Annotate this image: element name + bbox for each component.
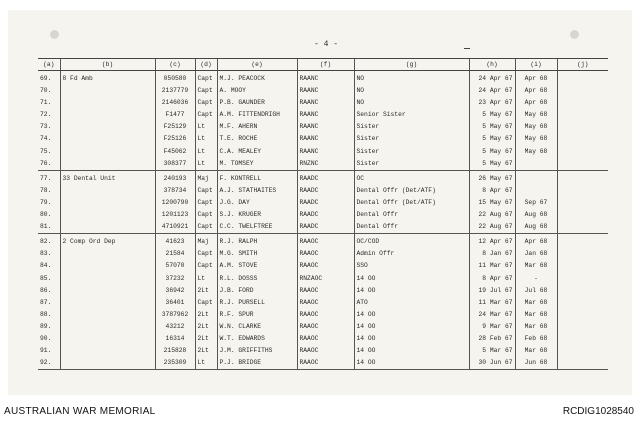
departure-cell: Mar 68 xyxy=(515,321,557,333)
arrival-date-cell: 15 May 67 xyxy=(469,197,515,209)
unit-cell xyxy=(60,85,155,97)
arrival-date-cell: 9 Mar 67 xyxy=(469,321,515,333)
serial-cell: 89. xyxy=(40,322,52,330)
appointment-cell: Senior Sister xyxy=(354,109,469,121)
serial-cell: 85. xyxy=(40,274,52,282)
table-row xyxy=(38,109,608,121)
departure-cell: Feb 68 xyxy=(515,333,557,345)
serial-cell: 83. xyxy=(40,250,52,258)
corps-cell: RAAOC xyxy=(297,357,354,370)
punch-hole-icon xyxy=(50,30,59,39)
arrival-date-cell: 12 Apr 67 xyxy=(469,234,515,249)
margin-mark xyxy=(464,48,470,49)
unit-cell xyxy=(60,273,155,285)
serial-cell: 77. xyxy=(40,174,52,182)
table-row xyxy=(38,285,608,297)
name-cell: M. TOMSEY xyxy=(217,158,297,171)
rank-cell: Capt xyxy=(195,248,217,260)
remarks-cell xyxy=(557,146,608,158)
remarks-cell xyxy=(557,248,608,260)
departure-cell: Mar 68 xyxy=(515,309,557,321)
corps-cell: RNZNC xyxy=(297,158,354,171)
unit-cell xyxy=(60,185,155,197)
table-row xyxy=(38,158,608,171)
appointment-cell: Sister xyxy=(354,146,469,158)
table-row xyxy=(38,185,608,197)
name-cell: R.J. RALPH xyxy=(217,234,297,249)
serial-cell: 70. xyxy=(40,87,52,95)
corps-cell: RAADC xyxy=(297,185,354,197)
number-cell: 308377 xyxy=(155,158,195,171)
corps-cell: RAAOC xyxy=(297,234,354,249)
rank-cell: Lt xyxy=(195,121,217,133)
remarks-cell xyxy=(557,333,608,345)
serial-cell: 75. xyxy=(40,147,52,155)
appointment-cell: Dental Offr xyxy=(354,221,469,234)
number-cell: 36401 xyxy=(155,297,195,309)
corps-cell: RAANC xyxy=(297,133,354,145)
corps-cell: RAAOC xyxy=(297,248,354,260)
column-header: (f) xyxy=(297,59,354,71)
remarks-cell xyxy=(557,97,608,109)
departure-cell xyxy=(515,158,557,171)
corps-cell: RAAOC xyxy=(297,321,354,333)
rank-cell: Capt xyxy=(195,85,217,97)
table-row xyxy=(38,234,608,249)
corps-cell: RAAOC xyxy=(297,260,354,272)
departure-cell: May 68 xyxy=(515,121,557,133)
arrival-date-cell: 5 May 67 xyxy=(469,133,515,145)
number-cell: 16314 xyxy=(155,333,195,345)
remarks-cell xyxy=(557,133,608,145)
remarks-cell xyxy=(557,234,608,249)
name-cell: P.J. BRIDGE xyxy=(217,357,297,370)
remarks-cell xyxy=(557,197,608,209)
remarks-cell xyxy=(557,85,608,97)
table-row xyxy=(38,71,608,86)
rank-cell: 2Lt xyxy=(195,321,217,333)
remarks-cell xyxy=(557,345,608,357)
unit-cell xyxy=(60,209,155,221)
name-cell: M.J. PEACOCK xyxy=(217,71,297,86)
column-header: (e) xyxy=(217,59,297,71)
name-cell: R.L. DOSSS xyxy=(217,273,297,285)
number-cell: 215828 xyxy=(155,345,195,357)
column-header: (j) xyxy=(557,59,608,71)
serial-cell: 79. xyxy=(40,198,52,206)
number-cell: 57070 xyxy=(155,260,195,272)
serial-cell: 81. xyxy=(38,221,60,234)
remarks-cell xyxy=(557,321,608,333)
corps-cell: RAADC xyxy=(297,221,354,234)
rank-cell: Capt xyxy=(195,260,217,272)
appointment-cell: Sister xyxy=(354,158,469,171)
table-row xyxy=(38,273,608,285)
serial-cell: 71. xyxy=(40,99,52,107)
table-row xyxy=(38,97,608,109)
rank-cell: Maj xyxy=(195,234,217,249)
name-cell: T.E. ROCHE xyxy=(217,133,297,145)
table-row xyxy=(38,321,608,333)
name-cell: J.B. FORD xyxy=(217,285,297,297)
header-row xyxy=(38,59,608,71)
departure-cell: Jun 68 xyxy=(515,357,557,370)
arrival-date-cell: 30 Jun 67 xyxy=(469,357,515,370)
serial-cell: 82. xyxy=(40,238,52,246)
remarks-cell xyxy=(557,121,608,133)
serial-cell: 90. xyxy=(40,334,52,342)
arrival-date-cell: 22 Aug 67 xyxy=(469,221,515,234)
departure-cell: May 68 xyxy=(515,146,557,158)
column-header: (i) xyxy=(515,59,557,71)
rank-cell: Capt xyxy=(195,197,217,209)
arrival-date-cell: 5 May 67 xyxy=(469,146,515,158)
number-cell: 21584 xyxy=(155,248,195,260)
name-cell: R.J. PURSELL xyxy=(217,297,297,309)
serial-cell: 88. xyxy=(40,310,52,318)
departure-cell: Mar 68 xyxy=(515,345,557,357)
name-cell: J.M. GRIFFITHS xyxy=(217,345,297,357)
arrival-date-cell: 22 Aug 67 xyxy=(469,209,515,221)
appointment-cell: Dental Offr xyxy=(354,209,469,221)
unit-cell xyxy=(60,285,155,297)
table-row xyxy=(38,260,608,272)
serial-cell: 76. xyxy=(38,158,60,171)
name-cell: A.J. STATHAITES xyxy=(217,185,297,197)
name-cell: M.G. SMITH xyxy=(217,248,297,260)
unit-cell xyxy=(60,121,155,133)
remarks-cell xyxy=(557,309,608,321)
rank-cell: Lt xyxy=(195,146,217,158)
number-cell: 1200790 xyxy=(155,197,195,209)
corps-cell: RAADC xyxy=(297,170,354,185)
number-cell: F1477 xyxy=(155,109,195,121)
number-cell: 240193 xyxy=(155,170,195,185)
appointment-cell: ATO xyxy=(354,297,469,309)
table-row xyxy=(38,85,608,97)
appointment-cell: NO xyxy=(354,71,469,86)
unit-cell xyxy=(60,197,155,209)
unit-cell xyxy=(60,158,155,171)
column-header: (c) xyxy=(155,59,195,71)
table-row xyxy=(38,197,608,209)
rank-cell: Capt xyxy=(195,71,217,86)
name-cell: R.F. SPUR xyxy=(217,309,297,321)
appointment-cell: Dental Offr (Det/ATF) xyxy=(354,197,469,209)
serial-cell: 86. xyxy=(40,286,52,294)
remarks-cell xyxy=(557,221,608,234)
table-row xyxy=(38,170,608,185)
name-cell: M.F. AHERN xyxy=(217,121,297,133)
page-number: - 4 - xyxy=(314,40,339,49)
number-cell: 41623 xyxy=(155,234,195,249)
name-cell: P.B. GAUNDER xyxy=(217,97,297,109)
arrival-date-cell: 24 Apr 67 xyxy=(469,71,515,86)
departure-cell: Aug 68 xyxy=(515,221,557,234)
unit-cell: 2 Comp Ord Dep xyxy=(60,234,155,249)
column-header: (b) xyxy=(60,59,155,71)
column-header: (g) xyxy=(354,59,469,71)
arrival-date-cell: 24 Mar 67 xyxy=(469,309,515,321)
number-cell: F25126 xyxy=(155,133,195,145)
table-body xyxy=(38,71,608,370)
rank-cell: Lt xyxy=(195,273,217,285)
number-cell: 235309 xyxy=(155,357,195,370)
remarks-cell xyxy=(557,297,608,309)
appointment-cell: 14 OO xyxy=(354,285,469,297)
serial-cell: 73. xyxy=(40,123,52,131)
remarks-cell xyxy=(557,158,608,171)
corps-cell: RAAOC xyxy=(297,297,354,309)
rank-cell: 2Lt xyxy=(195,333,217,345)
remarks-cell xyxy=(557,260,608,272)
unit-cell xyxy=(60,260,155,272)
name-cell: W.T. EDWARDS xyxy=(217,333,297,345)
rank-cell: Lt xyxy=(195,357,217,370)
corps-cell: RAAOC xyxy=(297,345,354,357)
appointment-cell: NO xyxy=(354,97,469,109)
remarks-cell xyxy=(557,285,608,297)
unit-cell xyxy=(60,357,155,370)
departure-cell: Mar 68 xyxy=(515,260,557,272)
number-cell: 050580 xyxy=(155,71,195,86)
arrival-date-cell: 23 Apr 67 xyxy=(469,97,515,109)
table-row xyxy=(38,297,608,309)
table-row xyxy=(38,309,608,321)
rank-cell: Maj xyxy=(195,170,217,185)
unit-cell: 8 Fd Amb xyxy=(60,71,155,86)
arrival-date-cell: 11 Mar 67 xyxy=(469,297,515,309)
corps-cell: RAANC xyxy=(297,71,354,86)
remarks-cell xyxy=(557,170,608,185)
serial-cell: 84. xyxy=(40,262,52,270)
arrival-date-cell: 26 May 67 xyxy=(469,170,515,185)
unit-cell xyxy=(60,146,155,158)
remarks-cell xyxy=(557,185,608,197)
serial-cell: 87. xyxy=(40,298,52,306)
table-row xyxy=(38,333,608,345)
unit-cell: 33 Dental Unit xyxy=(60,170,155,185)
departure-cell: Apr 68 xyxy=(515,71,557,86)
rank-cell: 2Lt xyxy=(195,309,217,321)
table-row xyxy=(38,221,608,234)
arrival-date-cell: 5 May 67 xyxy=(469,109,515,121)
number-cell: 4710921 xyxy=(155,221,195,234)
arrival-date-cell: 24 Apr 67 xyxy=(469,85,515,97)
serial-cell: 78. xyxy=(40,186,52,194)
corps-cell: RAANC xyxy=(297,109,354,121)
punch-hole-icon xyxy=(570,30,579,39)
unit-cell xyxy=(60,221,155,234)
remarks-cell xyxy=(557,273,608,285)
remarks-cell xyxy=(557,357,608,370)
departure-cell: Mar 68 xyxy=(515,297,557,309)
corps-cell: RAANC xyxy=(297,97,354,109)
name-cell: A.M. STOVE xyxy=(217,260,297,272)
appointment-cell: Sister xyxy=(354,133,469,145)
arrival-date-cell: 8 Apr 67 xyxy=(469,273,515,285)
column-header: (a) xyxy=(38,59,60,71)
appointment-cell: 14 OO xyxy=(354,309,469,321)
departure-cell: Sep 67 xyxy=(515,197,557,209)
name-cell: C.A. MEALEY xyxy=(217,146,297,158)
number-cell: 2146036 xyxy=(155,97,195,109)
arrival-date-cell: 19 Jul 67 xyxy=(469,285,515,297)
rank-cell: Capt xyxy=(195,221,217,234)
appointment-cell: Sister xyxy=(354,121,469,133)
unit-cell xyxy=(60,345,155,357)
table-row xyxy=(38,133,608,145)
unit-cell xyxy=(60,97,155,109)
arrival-date-cell: 5 Mar 67 xyxy=(469,345,515,357)
appointment-cell: NO xyxy=(354,85,469,97)
corps-cell: RAANC xyxy=(297,146,354,158)
corps-cell: RAADC xyxy=(297,209,354,221)
number-cell: 1201123 xyxy=(155,209,195,221)
rank-cell: Capt xyxy=(195,297,217,309)
rank-cell: Capt xyxy=(195,109,217,121)
archive-credit: AUSTRALIAN WAR MEMORIAL xyxy=(4,406,156,417)
number-cell: 36942 xyxy=(155,285,195,297)
arrival-date-cell: 28 Feb 67 xyxy=(469,333,515,345)
corps-cell: RAADC xyxy=(297,197,354,209)
serial-cell: 91. xyxy=(40,347,52,355)
serial-cell: 80. xyxy=(40,211,52,219)
number-cell: 378734 xyxy=(155,185,195,197)
appointment-cell: 14 OO xyxy=(354,333,469,345)
corps-cell: RAAOC xyxy=(297,333,354,345)
appointment-cell: Dental Offr (Det/ATF) xyxy=(354,185,469,197)
personnel-table xyxy=(38,58,608,370)
column-header: (d) xyxy=(195,59,217,71)
departure-cell: May 68 xyxy=(515,109,557,121)
rank-cell: Capt xyxy=(195,209,217,221)
departure-cell xyxy=(515,185,557,197)
table-row xyxy=(38,345,608,357)
rank-cell: Capt xyxy=(195,97,217,109)
number-cell: 3787962 xyxy=(155,309,195,321)
name-cell: A.M. FITTENDRIGH xyxy=(217,109,297,121)
arrival-date-cell: 11 Mar 67 xyxy=(469,260,515,272)
number-cell: F25129 xyxy=(155,121,195,133)
unit-cell xyxy=(60,248,155,260)
table-row xyxy=(38,146,608,158)
document-id: RCDIG1028540 xyxy=(562,406,634,417)
departure-cell: Apr 68 xyxy=(515,85,557,97)
appointment-cell: OC xyxy=(354,170,469,185)
appointment-cell: SSO xyxy=(354,260,469,272)
number-cell: F45062 xyxy=(155,146,195,158)
remarks-cell xyxy=(557,209,608,221)
arrival-date-cell: 8 Jan 67 xyxy=(469,248,515,260)
serial-cell: 69. xyxy=(40,75,52,82)
unit-cell xyxy=(60,133,155,145)
departure-cell: Apr 68 xyxy=(515,97,557,109)
rank-cell: 2Lt xyxy=(195,285,217,297)
departure-cell: Jan 68 xyxy=(515,248,557,260)
appointment-cell: Admin Offr xyxy=(354,248,469,260)
corps-cell: RAAOC xyxy=(297,285,354,297)
arrival-date-cell: 8 Apr 67 xyxy=(469,185,515,197)
departure-cell xyxy=(515,170,557,185)
number-cell: 37232 xyxy=(155,273,195,285)
remarks-cell xyxy=(557,71,608,86)
rank-cell: Lt xyxy=(195,158,217,171)
appointment-cell: OC/COD xyxy=(354,234,469,249)
departure-cell: Aug 68 xyxy=(515,209,557,221)
departure-cell: - xyxy=(515,273,557,285)
table-row xyxy=(38,357,608,370)
serial-cell: 74. xyxy=(40,135,52,143)
corps-cell: RAANC xyxy=(297,85,354,97)
column-header: (h) xyxy=(469,59,515,71)
remarks-cell xyxy=(557,109,608,121)
appointment-cell: 14 OO xyxy=(354,345,469,357)
rank-cell: 2Lt xyxy=(195,345,217,357)
serial-cell: 72. xyxy=(40,111,52,119)
table-row xyxy=(38,248,608,260)
table-row xyxy=(38,121,608,133)
rank-cell: Lt xyxy=(195,133,217,145)
arrival-date-cell: 5 May 67 xyxy=(469,121,515,133)
name-cell: F. KONTRELL xyxy=(217,170,297,185)
unit-cell xyxy=(60,309,155,321)
name-cell: J.G. DAY xyxy=(217,197,297,209)
departure-cell: Jul 68 xyxy=(515,285,557,297)
serial-cell: 92. xyxy=(38,357,60,370)
appointment-cell: 14 OO xyxy=(354,273,469,285)
departure-cell: May 68 xyxy=(515,133,557,145)
name-cell: A. MOOY xyxy=(217,85,297,97)
arrival-date-cell: 5 May 67 xyxy=(469,158,515,171)
unit-cell xyxy=(60,333,155,345)
corps-cell: RAANC xyxy=(297,121,354,133)
name-cell: S.J. KRUGER xyxy=(217,209,297,221)
table-row xyxy=(38,209,608,221)
unit-cell xyxy=(60,297,155,309)
unit-cell xyxy=(60,109,155,121)
appointment-cell: 14 OO xyxy=(354,357,469,370)
corps-cell: RAAOC xyxy=(297,309,354,321)
number-cell: 2137779 xyxy=(155,85,195,97)
departure-cell: Apr 68 xyxy=(515,234,557,249)
number-cell: 43212 xyxy=(155,321,195,333)
appointment-cell: 14 OO xyxy=(354,321,469,333)
unit-cell xyxy=(60,321,155,333)
name-cell: C.C. TWELFTREE xyxy=(217,221,297,234)
corps-cell: RNZAOC xyxy=(297,273,354,285)
rank-cell: Capt xyxy=(195,185,217,197)
name-cell: W.N. CLARKE xyxy=(217,321,297,333)
